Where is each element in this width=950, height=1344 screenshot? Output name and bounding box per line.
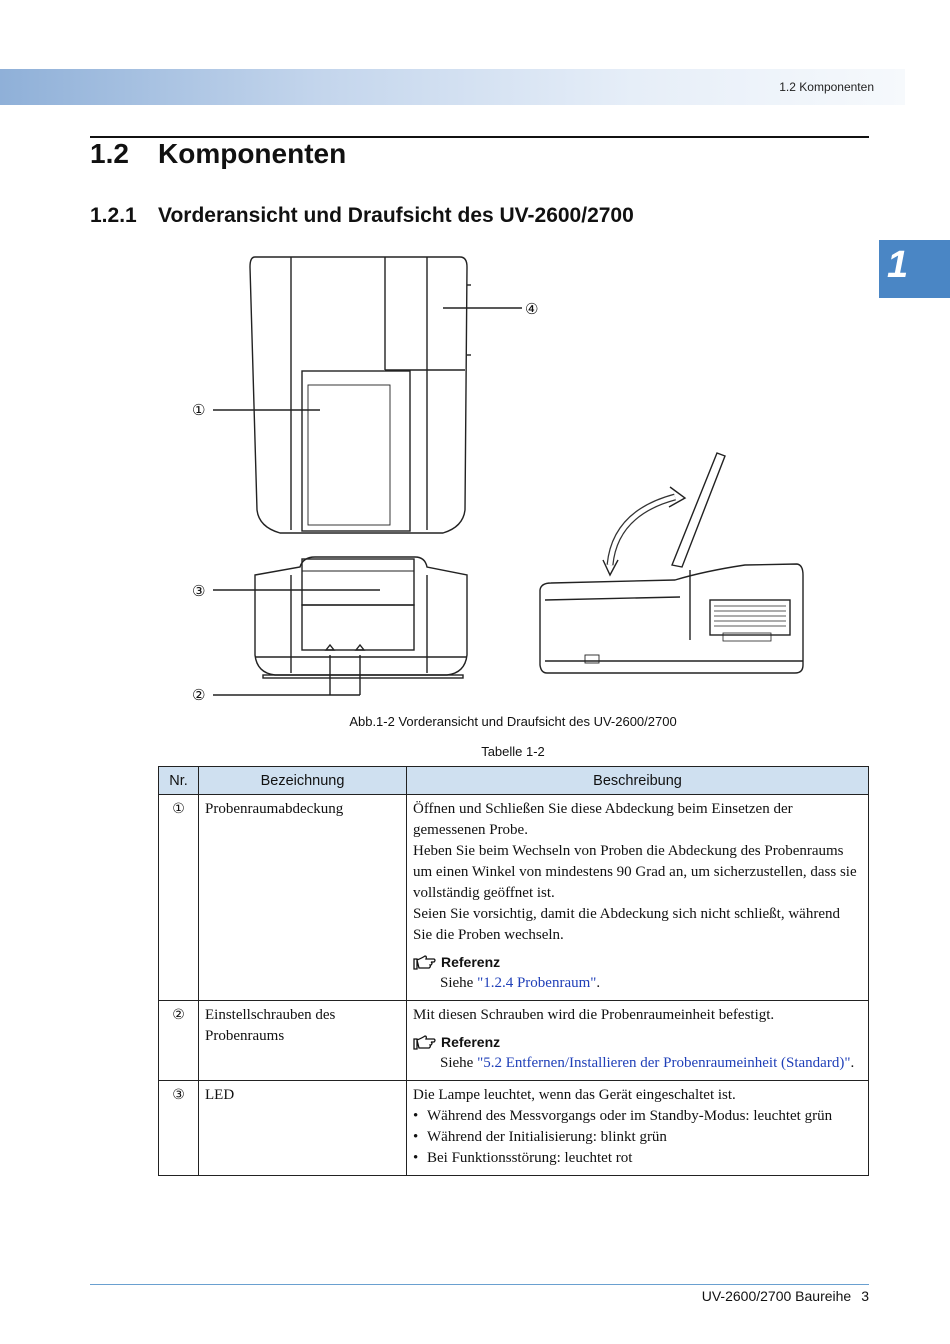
description-text: Öffnen und Schließen Sie diese Abdeckung beim Einsetzen der gemessenen Probe. (413, 801, 793, 838)
description-text: Heben Sie beim Wechseln von Proben die Abdeckung des Probenraums um einen Winkel von mindestens 90 Grad an, um sicherzustellen, dass sie vollständig geöffnet ist. (413, 843, 857, 901)
row-number: ① (159, 795, 199, 1001)
table-row (159, 795, 869, 1001)
callout-3: ③ (192, 582, 206, 600)
section-heading (90, 138, 346, 170)
description-text: Mit diesen Schrauben wird die Probenraumeinheit befestigt. (413, 1007, 775, 1023)
subsection-title: Vorderansicht und Draufsicht des UV-2600/2700 (158, 204, 634, 227)
reference-block (413, 952, 862, 994)
row-name: LED (199, 1081, 407, 1176)
row-name: Probenraumabdeckung (199, 795, 407, 1001)
table-row (159, 1001, 869, 1081)
row-description (407, 1081, 869, 1176)
chapter-number: 1 (887, 244, 909, 286)
reference-block (413, 1032, 862, 1074)
table-header-row (159, 767, 869, 795)
reference-label: Referenz (441, 954, 501, 970)
footer-rule (90, 1284, 869, 1285)
reference-prefix: Siehe (440, 975, 478, 991)
callout-2: ② (192, 686, 206, 704)
reference-suffix: . (850, 1055, 855, 1071)
row-description (407, 795, 869, 1001)
pointing-hand-icon (413, 955, 437, 971)
row-description (407, 1001, 869, 1081)
callout-1: ① (192, 401, 206, 419)
description-text: Die Lampe leuchtet, wenn das Gerät eingeschaltet ist. (413, 1087, 736, 1103)
description-text: Seien Sie vorsichtig, damit die Abdeckung sich nicht schließt, während Sie die Proben wechseln. (413, 906, 840, 943)
table-row (159, 1081, 869, 1176)
callout-4: ④ (525, 300, 539, 318)
page-footer (702, 1288, 869, 1304)
list-item: • Während des Messvorgangs oder im Standby-Modus: leuchtet grün (413, 1106, 862, 1127)
header-beschreibung: Beschreibung (407, 767, 869, 795)
section-title: Komponenten (158, 138, 347, 169)
list-item: • Bei Funktionsstörung: leuchtet rot (413, 1148, 862, 1169)
footer-product: UV-2600/2700 Baureihe (701, 1288, 852, 1304)
header-nr: Nr. (159, 767, 199, 795)
chapter-tab (879, 240, 950, 298)
figure-caption: Abb.1-2 Vorderansicht und Draufsicht des UV-2600/2700 (349, 714, 677, 729)
section-number: 1.2 (90, 138, 129, 169)
subsection-number: 1.2.1 (90, 204, 137, 227)
subsection-heading (90, 204, 634, 228)
pointing-hand-icon (413, 1035, 437, 1051)
row-number: ③ (159, 1081, 199, 1176)
reference-link[interactable]: "5.2 Entfernen/Installieren der Probenraumeinheit (Standard)" (477, 1055, 851, 1071)
header-band (0, 69, 905, 105)
header-bezeichnung: Bezeichnung (199, 767, 407, 795)
reference-prefix: Siehe (440, 1055, 478, 1071)
components-table (158, 766, 869, 1176)
reference-label: Referenz (441, 1034, 501, 1050)
row-name: Einstellschrauben des Probenraums (199, 1001, 407, 1081)
reference-suffix: . (596, 975, 601, 991)
reference-link[interactable]: "1.2.4 Probenraum" (477, 975, 597, 991)
row-number: ② (159, 1001, 199, 1081)
instrument-illustration (185, 245, 825, 710)
status-list (413, 1106, 862, 1169)
page-number: 3 (861, 1288, 869, 1304)
table-caption: Tabelle 1-2 (481, 744, 545, 759)
list-item: • Während der Initialisierung: blinkt grün (413, 1127, 862, 1148)
running-header: 1.2 Komponenten (779, 80, 874, 94)
